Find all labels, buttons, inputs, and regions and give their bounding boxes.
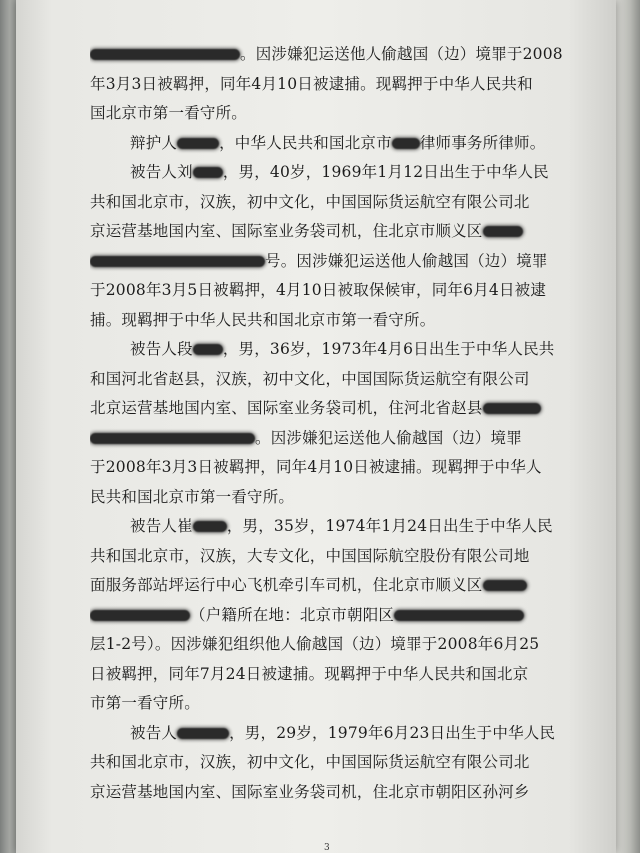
text-segment: 日被羁押，同年7月24日被逮捕。现羁押于中华人民共和国北京 [90, 664, 529, 683]
redaction-mark [90, 49, 240, 60]
text-segment: ，男，40岁，1969年1月12日出生于中华人民 [222, 163, 549, 181]
text-line [90, 99, 575, 129]
text-line [90, 306, 575, 336]
redaction-mark [193, 167, 223, 178]
text-line [90, 748, 575, 778]
redaction-mark [90, 433, 255, 444]
text-segment: ，男，29岁，1979年6月23日出生于中华人民 [229, 723, 556, 742]
text-line [90, 394, 575, 424]
text-segment: 律师事务所律师。 [419, 133, 546, 152]
text-segment: 辩护人 [130, 133, 178, 152]
text-segment: 年3月3日被羁押，同年4月10日被逮捕。现羁押于中华人民共和 [90, 74, 533, 93]
text-segment: 共和国北京市，汉族，初中文化，中国国际货运航空有限公司北 [90, 753, 530, 771]
text-segment: 共和国北京市，汉族，大专文化，中国国际航空股份有限公司地 [90, 546, 530, 565]
text-segment: 捕。现羁押于中华人民共和国北京市第一看守所。 [90, 310, 436, 329]
text-line [90, 217, 575, 247]
text-line [90, 247, 575, 277]
text-segment: 面服务部站坪运行中心飞机牵引车司机，住北京市顺义区 [90, 576, 483, 594]
text-line [90, 778, 575, 808]
text-segment: 被告人崔 [130, 517, 193, 535]
text-line [90, 129, 575, 159]
text-segment: 国北京市第一看守所。 [90, 104, 248, 122]
text-segment: 被告人段 [130, 340, 193, 358]
text-segment: 号。因涉嫌犯运送他人偷越国（边）境罪 [265, 251, 548, 270]
redaction-mark [483, 403, 541, 414]
text-line [90, 335, 575, 365]
text-line [90, 689, 575, 719]
redaction-mark [483, 226, 523, 237]
text-segment: 被告人刘 [130, 163, 193, 181]
text-line [90, 719, 575, 749]
page-number: 3 [324, 843, 330, 853]
text-line [90, 40, 575, 70]
text-segment: 京运营基地国内室、国际室业务袋司机，住北京市朝阳区孙河乡 [90, 782, 530, 801]
text-segment: 。因涉嫌犯运送他人偷越国（边）境罪 [255, 428, 522, 447]
document-body [90, 40, 575, 807]
text-line [90, 70, 575, 100]
redaction-mark [90, 610, 190, 621]
text-segment: 于2008年3月5日被羁押，4月10日被取保候审，同年6月4日被逮 [90, 281, 547, 299]
redaction-mark [483, 580, 527, 591]
text-segment: ，男，36岁，1973年4月6日出生于中华人民共 [222, 340, 555, 358]
page-stack-right-edge [616, 0, 640, 853]
redaction-mark [177, 138, 219, 149]
text-line [90, 512, 575, 542]
text-segment: 。因涉嫌犯运送他人偷越国（边）境罪于2008 [240, 45, 563, 63]
text-segment: ，中华人民共和国北京市 [219, 133, 392, 152]
text-segment: 层1-2号）。因涉嫌犯组织他人偷越国（边）境罪于2008年6月25 [90, 635, 540, 653]
text-segment: （户籍所在地：北京市朝阳区 [190, 605, 395, 624]
text-line [90, 660, 575, 690]
text-line [90, 453, 575, 483]
text-segment: 被告人 [130, 723, 178, 742]
text-line [90, 365, 575, 395]
text-segment: 共和国北京市，汉族，初中文化，中国国际货运航空有限公司北 [90, 192, 530, 211]
redaction-mark [193, 521, 227, 532]
text-line [90, 630, 575, 660]
text-line [90, 158, 575, 188]
text-line [90, 601, 575, 631]
text-segment: 于2008年3月3日被羁押，同年4月10日被逮捕。现羁押于中华人 [90, 458, 542, 476]
text-segment: 北京运营基地国内室、国际室业务袋司机，住河北省赵县 [90, 399, 483, 417]
redaction-mark [394, 610, 524, 621]
text-segment: ，男，35岁，1974年1月24日出生于中华人民 [226, 517, 553, 535]
text-line [90, 188, 575, 218]
text-segment: 京运营基地国内室、国际室业务袋司机，住北京市顺义区 [90, 222, 483, 240]
text-line [90, 542, 575, 572]
text-line [90, 276, 575, 306]
redaction-mark [177, 728, 229, 739]
text-line [90, 424, 575, 454]
text-line [90, 483, 575, 513]
document-page [16, 0, 616, 853]
redaction-mark [392, 138, 420, 149]
text-line [90, 571, 575, 601]
redaction-mark [193, 344, 223, 355]
text-segment: 和国河北省赵县，汉族，初中文化，中国国际货运航空有限公司 [90, 369, 530, 388]
text-segment: 市第一看守所。 [90, 694, 200, 712]
text-segment: 民共和国北京市第一看守所。 [90, 487, 295, 506]
redaction-mark [90, 256, 265, 267]
